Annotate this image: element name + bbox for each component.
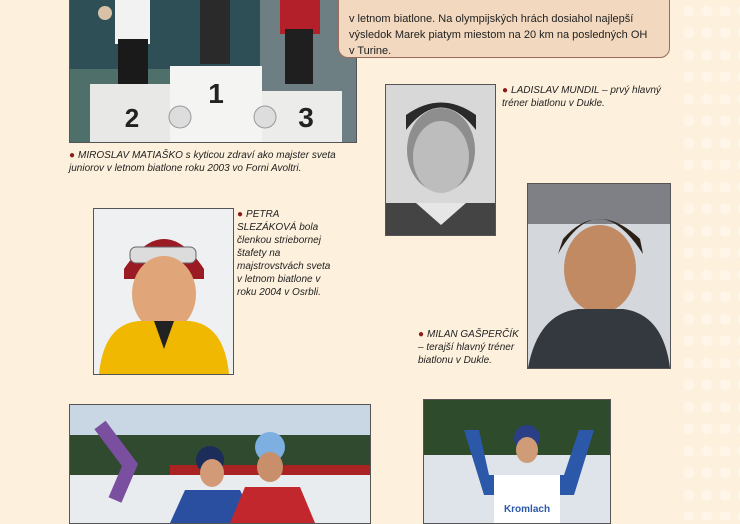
caption-slezakova: ● PETRA SLEZÁKOVÁ bola členkou striebornej štafety na majstrovstvách sveta v letnom biatlone v roku 2004 v Osrbli. [237,209,331,298]
podium-first-number: 1 [208,78,224,109]
photo-athletes-group [69,404,371,524]
caption-matiasko: ● MIROSLAV MATIAŠKO s kyticou zdraví ako majster sveta juniorov v letnom biatlone roku 2003 vo Forni Avoltri. [69,150,336,174]
bullet-icon: ● [418,329,425,340]
bullet-icon: ● [237,209,244,220]
info-line-1: v letnom biatlone. Na olympijských hrách dosiahol najlepší [349,13,634,25]
photo-gasparcik [527,183,671,369]
caption-mundil: ● LADISLAV MUNDIL – prvý hlavný tréner biatlonu v Dukle. [502,85,661,109]
photo-podium [69,0,357,143]
podium-third-number: 3 [298,102,314,133]
bullet-icon: ● [69,150,76,161]
info-line-2: výsledok Marek piatym miestom na 20 km na posledných OH [349,29,648,41]
photo-slezakova [93,208,234,375]
decorative-dot-pattern [680,0,740,520]
bib-label: Kromlach [503,504,551,515]
info-box [338,0,670,58]
photo-mundil [385,84,496,236]
podium-second-number: 2 [124,103,140,133]
photo-athlete-kromlach [423,399,611,524]
caption-gasparcik: ● MILAN GAŠPERČÍK – terajší hlavný tréner biatlonu v Dukle. [418,329,519,366]
info-line-3: v Turine. [349,45,392,57]
bullet-icon: ● [502,85,509,96]
